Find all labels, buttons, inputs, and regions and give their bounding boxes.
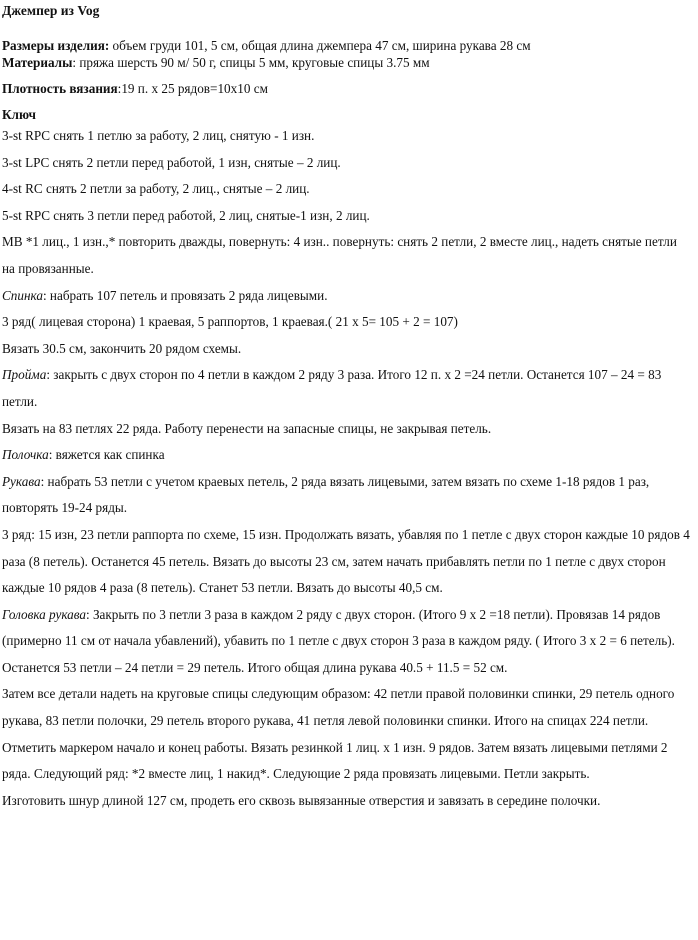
sleeve-cap-label: Головка рукава: [2, 606, 86, 622]
key-line: 4-st RC снять 2 петли за работу, 2 лиц., снятые – 2 лиц.: [2, 181, 310, 197]
materials-text: : пряжа шерсть 90 м/ 50 г, спицы 5 мм, круговые спицы 3.75 мм: [72, 55, 430, 70]
key-line: 3-st LPC снять 2 петли перед работой, 1 изн, снятые – 2 лиц.: [2, 154, 341, 170]
sleeve-text: : набрать 53 петли с учетом краевых петель, 2 ряда вязать лицевыми, затем вязать по схеме 1-18 рядов 1 раз, повторять 19-24 ряды.: [2, 473, 650, 516]
sizes-line: [2, 37, 692, 54]
sleeve-cap-section: [2, 602, 692, 682]
sleeve-row3-instruction: 3 ряд: 15 изн, 23 петли раппорта по схеме, 15 изн. Продолжать вязать, убавляя по 1 петле с двух сторон каждые 10 рядов 4 раза (8 петель). Останется 45 петель. Вязать до высоты 23 см, затем начать прибавлять петли по 1 петле с двух сторон каждые 10 рядов 4 раза (8 петель). Станет 53 петли. Вязать до высоты 40,5 см.: [2, 526, 690, 596]
gauge-text: :19 п. х 25 рядов=10х10 см: [117, 81, 268, 96]
materials-line: [2, 54, 692, 71]
sizes-text: объем груди 101, 5 см, общая длина джемпера 47 см, ширина рукава 28 см: [109, 38, 531, 53]
front-label: Полочка: [2, 447, 49, 463]
mb-instruction: MB *1 лиц., 1 изн.,* повторить дважды, повернуть: 4 изн.. повернуть: снять 2 петли, 2 вместе лиц., надеть снятые петли на провязанные.: [2, 234, 677, 276]
key-line: 3-st RPC снять 1 петлю за работу, 2 лиц, снятую - 1 изн.: [2, 128, 315, 143]
gauge-line: [2, 80, 692, 97]
document-title: Джемпер из Vog: [2, 3, 100, 18]
armhole-text: : закрыть с двух сторон по 4 петли в каждом 2 ряду 3 раза. Итого 12 п. х 2 =24 петли. Останется 107 – 24 = 83 петли.: [2, 367, 662, 409]
armhole-section: [2, 362, 692, 415]
sleeve-label: Рукава: [2, 473, 41, 489]
key-heading: Ключ: [2, 107, 36, 122]
gauge-label: Плотность вязания: [2, 81, 118, 96]
sizes-label: Размеры изделия:: [2, 38, 110, 53]
row3-instruction: 3 ряд( лицевая сторона) 1 краевая, 5 раппортов, 1 краевая.( 21 х 5= 105 + 2 = 107): [2, 314, 458, 330]
knit-305-instruction: Вязать 30.5 см, закончить 20 рядом схемы.: [2, 340, 242, 356]
cord-instruction: Изготовить шнур длиной 127 см, продеть его сквозь вывязанные отверстия и завязать в середине полочки.: [2, 792, 601, 808]
materials-label: Материалы: [2, 55, 73, 70]
back-section: [2, 283, 692, 310]
front-text: : вяжется как спинка: [48, 447, 165, 463]
sleeve-cap-text: : Закрыть по 3 петли 3 раза в каждом 2 ряду с двух сторон. (Итого 9 х 2 =18 петли). Провязав 14 рядов (примерно 11 см от начала убавлений), убавить по 1 петле с двух сторон 3 раза в каждом ряду. ( Итого 3 х 2 = 6 петель). Останется 53 петли – 24 петли = 29 петель. Итого общая длина рукава 40.5 + 11.5 = 52 см.: [2, 606, 675, 675]
back-text: : набрать 107 петель и провязать 2 ряда лицевыми.: [42, 287, 328, 303]
front-section: [2, 442, 692, 469]
armhole-label: Пройма: [2, 367, 47, 383]
knit-83-instruction: Вязать на 83 петлях 22 ряда. Работу перенести на запасные спицы, не закрывая петель.: [2, 420, 492, 436]
key-line: 5-st RPC снять 3 петли перед работой, 2 лиц, снятые-1 изн, 2 лиц.: [2, 207, 370, 223]
back-label: Спинка: [2, 287, 43, 303]
assembly-instruction: Затем все детали надеть на круговые спицы следующим образом: 42 петли правой половинки спинки, 29 петель одного рукава, 83 петли полочки, 29 петель второго рукава, 41 петля левой половинки спинки. Итого на спицах 224 петли. Отметить маркером начало и конец работы. Вязать резинкой 1 лиц. х 1 изн. 9 рядов. Затем вязать лицевыми петлями 2 ряда. Следующий ряд: *2 вместе лиц, 1 накид*. Следующие 2 ряда провязать лицевыми. Петли закрыть.: [2, 686, 675, 782]
sleeve-section: [2, 469, 692, 522]
